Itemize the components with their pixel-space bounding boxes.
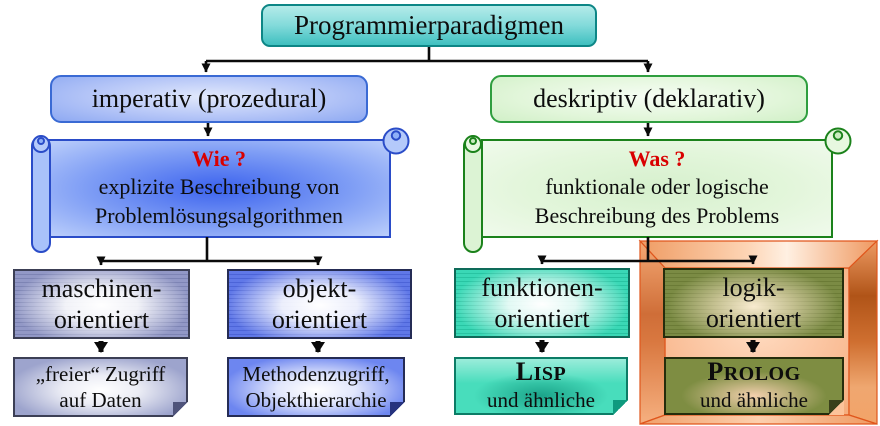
was-question: Was ? <box>628 146 686 171</box>
node-programmierparadigmen <box>261 4 597 47</box>
imperativ-scroll-text <box>48 145 390 230</box>
page-title: Programmierparadigmen <box>294 10 564 40</box>
prolog-line-2: und ähnliche <box>700 388 808 412</box>
deskriptiv-label: deskriptiv (deklarativ) <box>533 84 765 113</box>
prolog-name: PROLOG <box>707 357 801 386</box>
wie-question: Wie ? <box>192 146 246 171</box>
objekt-line-1: objekt- <box>282 274 357 303</box>
note-freier-zugriff <box>13 357 188 417</box>
folded-corner-icon <box>613 400 628 415</box>
folded-corner-icon <box>173 402 188 417</box>
funktionen-line-1: funktionen- <box>481 273 603 302</box>
logik-line-1: logik- <box>722 273 785 302</box>
node-maschinenorientiert <box>13 269 190 339</box>
logik-line-2: orientiert <box>705 304 802 333</box>
node-imperativ <box>50 75 368 123</box>
deskriptiv-scroll-text <box>482 145 832 230</box>
lisp-name: LISP <box>515 357 567 386</box>
folded-corner-icon <box>390 402 405 417</box>
note-methodenzugriff <box>227 357 405 417</box>
imperativ-scroll-line-1: explizite Beschreibung von <box>98 174 340 199</box>
folded-corner-icon <box>829 400 844 415</box>
lisp-line-2: und ähnliche <box>487 388 595 412</box>
node-deskriptiv <box>490 75 808 123</box>
note-prolog <box>664 357 844 415</box>
deskriptiv-scroll-line-1: funktionale oder logische <box>545 174 769 199</box>
freier-zugriff-line-1: „freier“ Zugriff <box>35 362 166 386</box>
node-objektorientiert <box>227 269 412 339</box>
methodenzugriff-line-2: Objekthierarchie <box>245 388 387 412</box>
maschinen-line-2: orientiert <box>53 305 150 334</box>
freier-zugriff-line-2: auf Daten <box>59 388 142 412</box>
node-funktionenorientiert <box>454 268 630 338</box>
note-lisp <box>454 357 628 415</box>
funktionen-line-2: orientiert <box>494 304 590 333</box>
imperativ-label: imperativ (prozedural) <box>91 84 327 113</box>
maschinen-line-1: maschinen- <box>41 274 162 303</box>
methodenzugriff-line-1: Methodenzugriff, <box>242 362 390 386</box>
deskriptiv-scroll-line-2: Beschreibung des Problems <box>534 203 780 228</box>
imperativ-scroll-line-2: Problemlösungsalgorithmen <box>94 203 344 228</box>
objekt-line-2: orientiert <box>271 305 368 334</box>
node-logikorientiert <box>663 268 844 338</box>
